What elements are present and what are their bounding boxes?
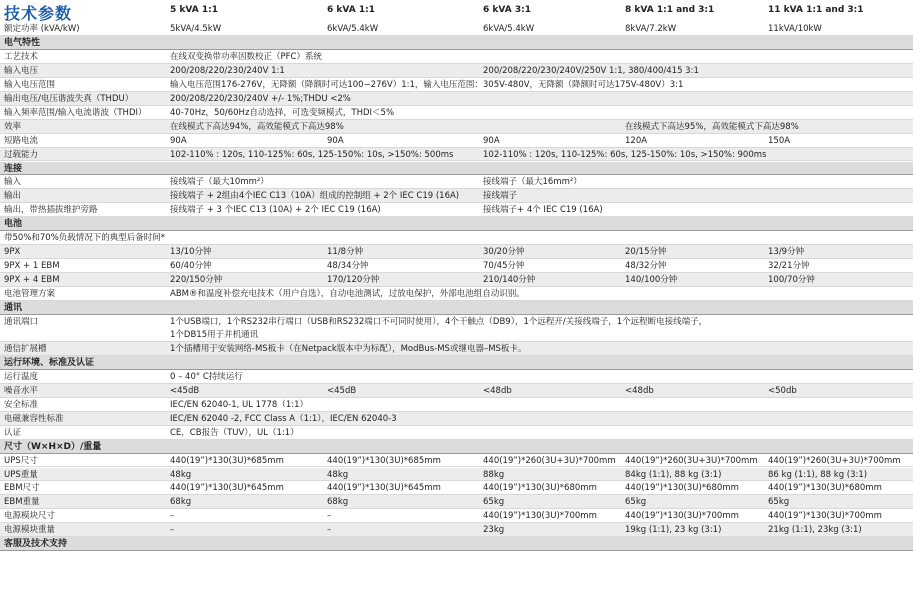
table-row [0,315,913,342]
table-cell: 20/15分钟 [625,247,667,258]
table-cell: 90A [327,135,344,146]
table-cell: 440(19”)*260(3U+3U)*700mm [768,455,901,466]
table-row [0,342,913,356]
table-cell: 21kg (1:1), 23kg (3:1) [768,525,862,536]
table-cell: 在线模式下高达95%，高效能模式下高达98% [625,121,799,132]
table-cell: IEC/EN 62040-1, UL 1778（1:1） [170,399,308,410]
row-label: 过载能力 [4,149,39,160]
table-cell: 440(19”)*130(3U)*700mm [625,511,739,522]
table-cell: 220/150分钟 [170,275,223,286]
table-cell: 19kg (1:1), 23 kg (3:1) [625,525,722,536]
table-row [0,92,913,106]
table-cell: 1个插槽用于安装网络-MS板卡（在Netpack版本中为标配），ModBus-MS或继电器–MS板卡。 [170,343,527,354]
section-header [0,440,913,454]
table-cell: 210/140分钟 [483,275,536,286]
table-cell: 150A [768,135,791,146]
table-cell: 40-70Hz，50/60Hz自动选择，可选变频模式，THDI＜5% [170,107,395,118]
table-row [0,120,913,134]
table-row [0,384,913,398]
table-row [0,398,913,412]
row-label: 工艺技术 [4,51,39,62]
table-cell: 102-110% : 120s, 110-125%: 60s, 125-150%: 10s, >150%: 900ms [483,149,767,160]
table-cell: 6kVA/5.4kW [327,24,379,34]
column-header-11kva: 11 kVA 1:1 and 3:1 [768,5,864,15]
table-header [0,0,913,22]
table-cell: – [327,525,332,536]
row-label: 9PX [4,247,21,258]
row-label: EBM尺寸 [4,483,40,494]
row-label: 输入电压范围 [4,79,56,90]
table-row [0,273,913,287]
table-cell: 440(19”)*130(3U)*645mm [170,483,284,494]
table-row [0,509,913,523]
row-label: 短路电流 [4,135,39,146]
row-label: EBM重量 [4,497,40,508]
table-cell: 100/70分钟 [768,275,815,286]
table-cell-continuation: 1个DB15用于并机通讯 [170,329,259,340]
table-cell: 接线端子 + 3 个IEC C13 (10A) + 2个 IEC C19 (16A) [170,205,381,216]
table-row [0,495,913,509]
table-cell: 440(19”)*130(3U)*685mm [170,455,284,466]
table-row [0,106,913,120]
table-cell: 86 kg (1:1), 88 kg (3:1) [768,469,868,480]
table-row [0,148,913,162]
section-title: 运行环境、标准及认证 [4,357,95,368]
row-label: 输出电压/电压谐波失真（THDU） [4,93,134,104]
table-cell: 接线端子（最大10mm²） [170,177,269,188]
table-cell: 68kg [327,497,349,508]
table-cell: ABM®和温度补偿充电技术（用户自选），自动电池测试，过放电保护，外部电池组自动识别。 [170,289,525,300]
table-row [0,134,913,148]
table-cell: 23kg [483,525,505,536]
table-cell: IEC/EN 62040 -2, FCC Class A（1:1），IEC/EN 62040-3 [170,413,397,424]
table-cell: 60/40分钟 [170,261,212,272]
table-cell: 68kg [170,497,192,508]
row-label: 运行温度 [4,371,39,382]
table-cell: <48db [625,385,654,396]
row-label: 安全标准 [4,399,39,410]
row-label: 效率 [4,121,22,132]
table-cell: 88kg [483,469,505,480]
row-label: 通信扩展槽 [4,343,47,354]
row-label: 电磁兼容性标准 [4,413,64,424]
section-header [0,537,913,551]
row-label: UPS重量 [4,469,38,480]
section-header [0,301,913,315]
table-cell: 接线端子+ 4个 IEC C19 (16A) [483,205,603,216]
table-cell: 接线端子 + 2组由4个IEC C13（10A）组成的控制组 + 2个 IEC C19 (16A) [170,191,460,202]
row-label: 输入电压 [4,65,39,76]
table-row [0,259,913,273]
section-title: 通讯 [4,303,23,313]
page-title: 技术参数 [4,4,73,23]
table-cell: 102-110% : 120s, 110-125%: 60s, 125-150%: 10s, >150%: 500ms [170,149,454,160]
table-cell: 11/8分钟 [327,247,364,258]
table-cell: 70/45分钟 [483,261,525,272]
table-row [0,481,913,495]
section-title: 电气特性 [4,37,41,48]
table-cell: 440(19”)*260(3U+3U)*700mm [483,455,616,466]
row-label: 电源模块重量 [4,525,56,536]
table-row [0,50,913,64]
row-label: UPS尺寸 [4,455,38,466]
table-cell: – [170,525,175,536]
table-cell: CE，CB报告（TUV），UL（1:1） [170,427,299,438]
table-cell: 5kVA/4.5kW [170,24,222,34]
row-label: 带50%和70%负载情况下的典型后备时间* [4,233,166,244]
table-cell: 48kg [170,469,192,480]
row-label: 电池管理方案 [4,289,56,300]
table-row [0,370,913,384]
table-cell: 48/34分钟 [327,261,369,272]
column-header-6kva-1-1: 6 kVA 1:1 [327,5,375,15]
table-row [0,64,913,78]
table-cell: 13/10分钟 [170,247,212,258]
table-cell: <50db [768,385,797,396]
table-cell: 接线端子（最大16mm²） [483,177,582,188]
row-label: 输入 [4,177,22,188]
table-cell: 8kVA/7.2kW [625,24,677,34]
row-label: 输出 [4,191,22,202]
table-cell: 11kVA/10kW [768,24,822,34]
section-header [0,217,913,231]
table-cell: 440(19”)*130(3U)*700mm [768,511,882,522]
row-label: 9PX + 1 EBM [4,261,60,272]
table-cell: 65kg [625,497,647,508]
table-cell: 在线双变换带功率因数校正（PFC）系统 [170,51,322,62]
table-row [0,523,913,537]
table-cell: 200/208/220/230/240V 1:1 [170,65,285,76]
table-cell: <48db [483,385,512,396]
table-row [0,287,913,301]
table-cell: 30/20分钟 [483,247,525,258]
section-title: 尺寸（W×H×D）/重量 [4,441,102,452]
row-label: 输入频率范围/输入电流谐波（THDI） [4,107,147,118]
column-header-6kva-3-1: 6 kVA 3:1 [483,5,531,15]
table-row [0,189,913,203]
section-title: 客服及技术支持 [4,539,68,550]
table-row [0,468,913,482]
section-title: 连接 [4,163,23,174]
table-cell: 32/21分钟 [768,261,810,272]
table-cell: 48kg [327,469,349,480]
table-row [0,245,913,259]
table-cell: 90A [170,135,187,146]
row-label: 噪音水平 [4,385,39,396]
table-cell: 170/120分钟 [327,275,380,286]
table-cell: 65kg [768,497,790,508]
row-label: 9PX + 4 EBM [4,275,60,286]
row-label: 通讯端口 [4,316,39,327]
table-row [0,426,913,440]
section-header [0,162,913,176]
row-label: 认证 [4,427,22,438]
table-row [0,203,913,217]
table-cell: – [170,511,175,522]
table-cell: 140/100分钟 [625,275,678,286]
table-cell: 440(19”)*130(3U)*680mm [768,483,882,494]
table-cell: 84kg (1:1), 88 kg (3:1) [625,469,722,480]
table-row [0,412,913,426]
row-label: 输出，带热插拔维护旁路 [4,205,98,216]
table-cell: – [327,511,332,522]
table-row [0,231,913,245]
table-cell: 13/9分钟 [768,247,805,258]
table-cell: 440(19”)*260(3U+3U)*700mm [625,455,758,466]
table-cell: 6kVA/5.4kW [483,24,535,34]
section-header [0,36,913,50]
table-cell: 440(19”)*130(3U)*645mm [327,483,441,494]
table-cell: <45dB [170,385,200,396]
table-cell: 200/208/220/230/240V +/- 1%;THDU <2% [170,93,351,104]
table-cell: 440(19”)*130(3U)*700mm [483,511,597,522]
table-cell: 440(19”)*130(3U)*680mm [483,483,597,494]
table-row [0,22,913,36]
table-cell: <45dB [327,385,357,396]
table-cell: 120A [625,135,648,146]
table-row [0,175,913,189]
table-cell: 440(19”)*130(3U)*680mm [625,483,739,494]
column-header-8kva: 8 kVA 1:1 and 3:1 [625,5,715,15]
table-cell: 0 – 40° C持续运行 [170,371,243,382]
table-cell: 90A [483,135,500,146]
table-cell: 48/32分钟 [625,261,667,272]
row-label: 额定功率 (kVA/kW) [4,24,80,34]
row-label: 电源模块尺寸 [4,511,56,522]
table-cell: 1个USB端口，1个RS232串行端口（USB和RS232端口不可同时使用），4个干触点（DB9），1个远程开/关接线端子，1个远程断电接线端子， [170,316,708,327]
column-header-5kva-1-1: 5 kVA 1:1 [170,5,218,15]
table-row [0,78,913,92]
section-header [0,356,913,370]
table-cell: 在线模式下高达94%，高效能模式下高达98% [170,121,344,132]
section-title: 电池 [4,219,23,230]
table-cell: 200/208/220/230/240V/250V 1:1, 380/400/415 3:1 [483,65,699,76]
table-cell: 输入电压范围176-276V，无降额（降额时可达100−276V）1:1，输入电压范围：305V-480V，无降额（降额时可达175V-480V）3:1 [170,79,684,90]
table-row [0,454,913,468]
table-cell: 65kg [483,497,505,508]
table-cell: 440(19”)*130(3U)*685mm [327,455,441,466]
table-cell: 接线端子 [483,191,518,202]
